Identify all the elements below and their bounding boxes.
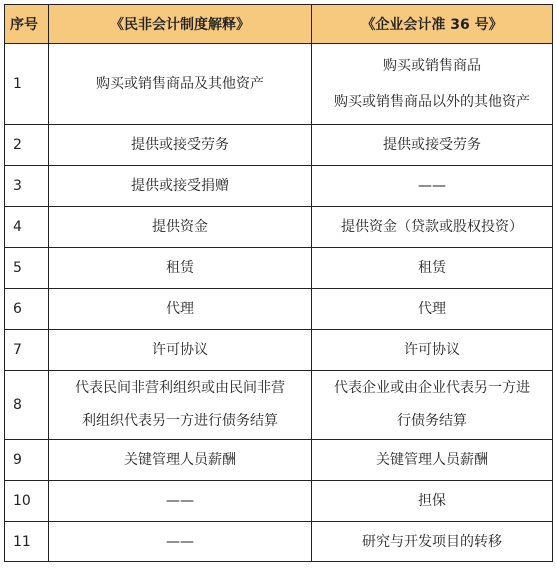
header-number: 序号 [5, 5, 49, 44]
enterprise-cell: 研究与开发项目的转移 [312, 522, 553, 562]
npo-cell: 提供资金 [49, 207, 312, 248]
header-row [5, 5, 553, 44]
table-row [5, 166, 553, 207]
npo-cell: —— [49, 481, 312, 522]
row-number: 10 [5, 481, 49, 522]
table-row [5, 289, 553, 330]
table-row [5, 248, 553, 289]
table-row [5, 125, 553, 166]
enterprise-cell: 担保 [312, 481, 553, 522]
cell-line: 购买或销售商品以外的其他资产 [334, 94, 530, 110]
table-row [5, 207, 553, 248]
enterprise-cell: 提供或接受劳务 [312, 125, 553, 166]
table-row [5, 44, 553, 125]
table-row [5, 522, 553, 562]
enterprise-cell: 许可协议 [312, 330, 553, 371]
cell-line: 购买或销售商品 [383, 58, 481, 74]
row-number: 2 [5, 125, 49, 166]
npo-cell [49, 371, 312, 440]
enterprise-cell: —— [312, 166, 553, 207]
cell-line: 购买或销售商品及其他资产 [96, 76, 264, 92]
enterprise-cell: 提供资金（贷款或股权投资） [312, 207, 553, 248]
table-row [5, 481, 553, 522]
enterprise-cell [312, 44, 553, 125]
row-number: 11 [5, 522, 49, 562]
cell-line: 利组织代表另一方进行债务结算 [82, 413, 278, 429]
row-number: 7 [5, 330, 49, 371]
npo-cell: —— [49, 522, 312, 562]
npo-cell: 许可协议 [49, 330, 312, 371]
cell-line: 行债务结算 [397, 413, 467, 429]
comparison-table-container [4, 4, 553, 562]
npo-cell: 提供或接受劳务 [49, 125, 312, 166]
header-npo-interpretation: 《民非会计制度解释》 [49, 5, 312, 44]
row-number: 6 [5, 289, 49, 330]
enterprise-cell [312, 371, 553, 440]
npo-cell: 提供或接受捐赠 [49, 166, 312, 207]
comparison-table [4, 4, 553, 562]
header-enterprise-standard-36: 《企业会计准 36 号》 [312, 5, 553, 44]
cell-line: 代表民间非营利组织或由民间非营 [75, 380, 285, 396]
row-number: 1 [5, 44, 49, 125]
npo-cell [49, 44, 312, 125]
row-number: 9 [5, 440, 49, 481]
table-row [5, 330, 553, 371]
npo-cell: 代理 [49, 289, 312, 330]
npo-cell: 租赁 [49, 248, 312, 289]
table-row [5, 371, 553, 440]
cell-line: 代表企业或由企业代表另一方进 [334, 380, 530, 396]
table-row [5, 440, 553, 481]
enterprise-cell: 代理 [312, 289, 553, 330]
enterprise-cell: 关键管理人员薪酬 [312, 440, 553, 481]
row-number: 5 [5, 248, 49, 289]
enterprise-cell: 租赁 [312, 248, 553, 289]
row-number: 3 [5, 166, 49, 207]
row-number: 4 [5, 207, 49, 248]
npo-cell: 关键管理人员薪酬 [49, 440, 312, 481]
row-number: 8 [5, 371, 49, 440]
